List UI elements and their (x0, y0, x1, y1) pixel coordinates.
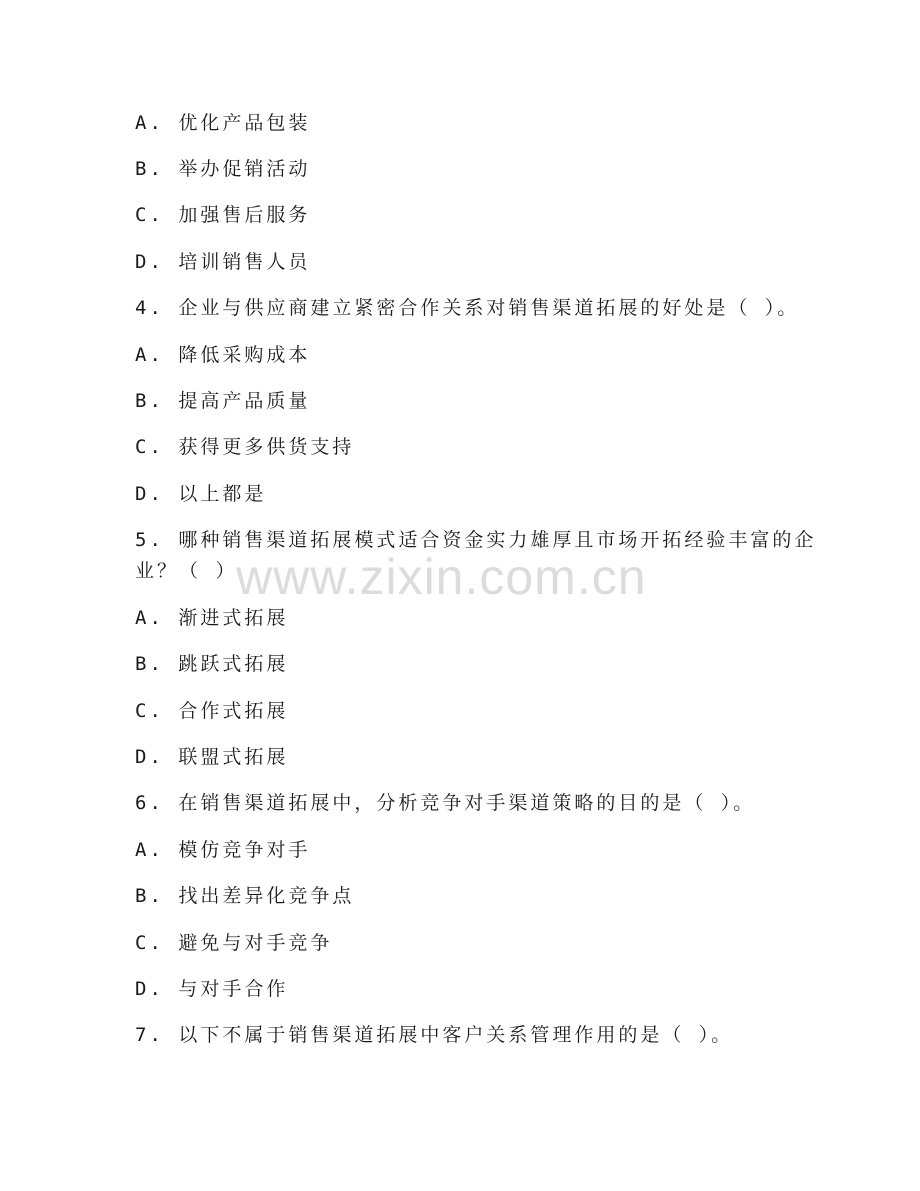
option-line: D. 联盟式拓展 (135, 746, 289, 768)
option-line: D. 与对手合作 (135, 978, 289, 1000)
option-line: A. 优化产品包装 (135, 112, 311, 134)
question-line: 4. 企业与供应商建立紧密合作关系对销售渠道拓展的好处是（ ）。 (135, 297, 800, 319)
question-line: 6. 在销售渠道拓展中，分析竞争对手渠道策略的目的是（ ）。 (135, 792, 756, 814)
option-line: D. 培训销售人员 (135, 251, 311, 273)
question-line-continued: 业？（ ） (135, 560, 238, 582)
option-line: A. 渐进式拓展 (135, 607, 289, 629)
question-line: 5. 哪种销售渠道拓展模式适合资金实力雄厚且市场开拓经验丰富的企 (135, 529, 817, 551)
option-line: A. 降低采购成本 (135, 344, 311, 366)
option-line: C. 获得更多供货支持 (135, 436, 355, 458)
option-line: C. 合作式拓展 (135, 700, 289, 722)
option-line: C. 加强售后服务 (135, 204, 311, 226)
option-line: B. 找出差异化竞争点 (135, 885, 355, 907)
question-line: 7. 以下不属于销售渠道拓展中客户关系管理作用的是（ ）。 (135, 1024, 734, 1046)
option-line: D. 以上都是 (135, 483, 267, 505)
option-line: A. 模仿竞争对手 (135, 839, 311, 861)
watermark: www.zixin.com.cn (236, 549, 647, 605)
option-line: C. 避免与对手竞争 (135, 932, 333, 954)
option-line: B. 跳跃式拓展 (135, 653, 289, 675)
option-line: B. 举办促销活动 (135, 158, 311, 180)
option-line: B. 提高产品质量 (135, 390, 311, 412)
